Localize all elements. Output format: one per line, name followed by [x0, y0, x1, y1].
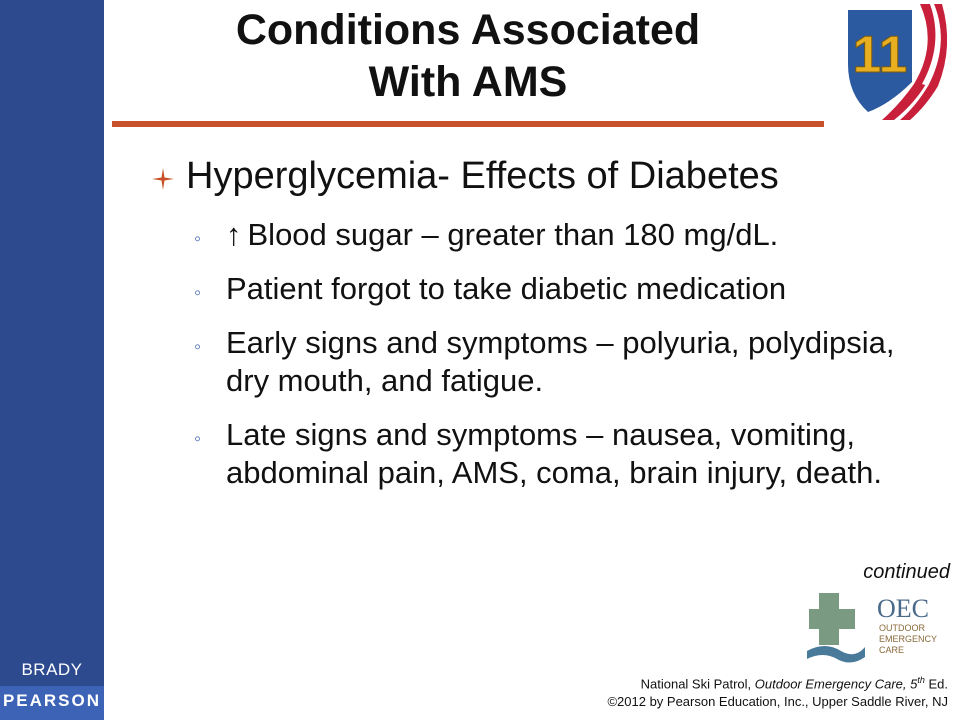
slide-title — [112, 4, 824, 108]
svg-text:CARE: CARE — [879, 645, 905, 655]
title-line-1: Conditions Associated — [235, 6, 701, 54]
pearson-logo: PEARSON — [0, 686, 104, 720]
sub-bullet-text: Late signs and symptoms – nausea, vomiting, abdominal pain, AMS, coma, brain injury, death. — [226, 417, 882, 490]
main-bullet-text: Hyperglycemia- Effects of Diabetes — [186, 155, 779, 197]
sub-bullet-text: Blood sugar – greater than 180 mg/dL. — [247, 217, 779, 252]
sub-bullet-list — [190, 216, 910, 508]
title-line-2: With AMS — [368, 58, 568, 106]
list-item — [190, 416, 910, 492]
oec-wordmark: OEC — [877, 594, 929, 623]
svg-text:OUTDOOR: OUTDOOR — [879, 623, 925, 633]
ring-bullet-icon: ◦ — [194, 228, 202, 250]
ring-bullet-icon: ◦ — [194, 282, 202, 304]
title-underline — [112, 121, 824, 127]
chapter-badge — [842, 4, 954, 120]
list-item — [190, 216, 910, 254]
badge-number: 11 — [852, 26, 908, 84]
ring-bullet-icon: ◦ — [194, 428, 202, 450]
copyright-footer — [607, 671, 948, 711]
ring-bullet-icon: ◦ — [194, 336, 202, 358]
list-item — [190, 270, 910, 308]
up-arrow-icon: ↑ — [226, 217, 242, 252]
sidebar-band — [0, 0, 104, 720]
oec-logo — [805, 585, 945, 667]
oec-cross-icon — [809, 593, 855, 645]
svg-text:EMERGENCY: EMERGENCY — [879, 634, 938, 644]
list-item — [190, 324, 910, 400]
sub-bullet-text: Early signs and symptoms – polyuria, polydipsia, dry mouth, and fatigue. — [226, 325, 895, 398]
continued-label: continued — [863, 561, 950, 583]
footer-line-1: National Ski Patrol, Outdoor Emergency Care, 5th Ed. — [640, 675, 948, 692]
footer-line-2: ©2012 by Pearson Education, Inc., Upper Saddle River, NJ — [607, 694, 948, 710]
four-point-star-icon — [152, 168, 174, 190]
brady-logo: BRADY — [21, 660, 83, 679]
main-bullet — [152, 155, 779, 198]
sub-bullet-text: Patient forgot to take diabetic medication — [226, 271, 787, 306]
